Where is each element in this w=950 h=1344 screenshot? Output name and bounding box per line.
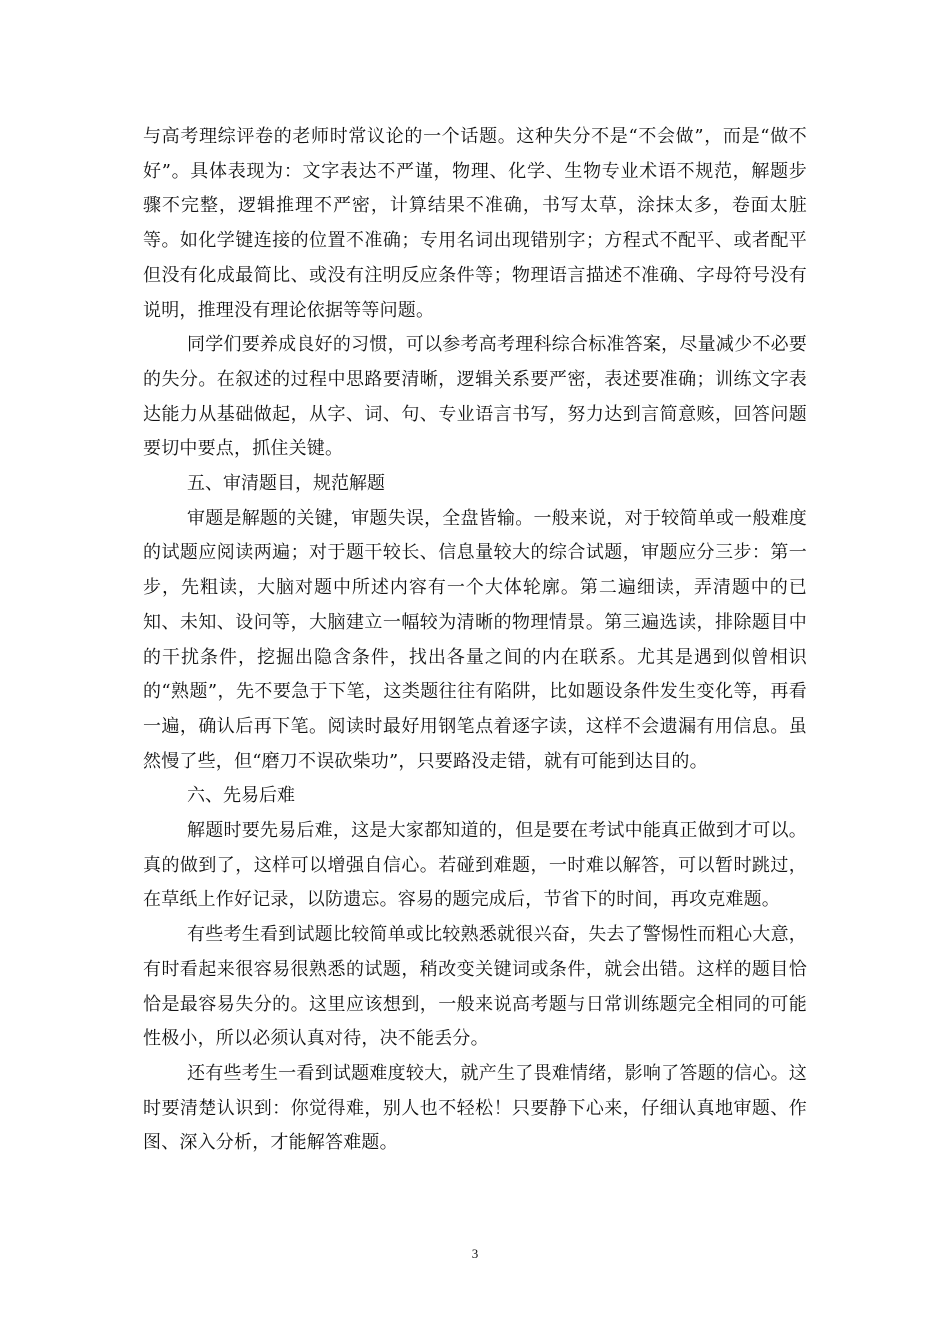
paragraph-easy-first: 解题时要先易后难，这是大家都知道的，但是要在考试中能真正做到才可以。真的做到了，这样可以增强自信心。若碰到难题，一时难以解答，可以暂时跳过，在草纸上作好记录，以防遗忘。容易的题完成后，节省下的时间，再攻克难题。 [143,820,807,911]
paragraph-continued: 与高考理综评卷的老师时常议论的一个话题。这种失分不是“不会做”，而是“做不好”。具体表现为：文字表达不严谨，物理、化学、生物专业术语不规范，解题步骤不完整，逻辑推理不严密，计算结果不准确，书写太草，涂抹太多，卷面太脏等。如化学键连接的位置不准确；专用名词出现错别字；方程式不配平、或者配平但没有化成最简比、或没有注明反应条件等；物理语言描述不准确、字母符号没有说明，推理没有理论依据等等问题。 [143,126,807,321]
paragraph-difficult: 还有些考生一看到试题难度较大，就产生了畏难情绪，影响了答题的信心。这时要清楚认识到：你觉得难，别人也不轻松！只要静下心来，仔细认真地审题、作图、深入分析，才能解答难题。 [143,1062,807,1154]
page-number: 3 [471,1246,479,1261]
paragraph-reading: 审题是解题的关键，审题失误，全盘皆输。一般来说，对于较简单或一般难度的试题应阅读两遍；对于题干较长、信息量较大的综合试题，审题应分三步：第一步，先粗读，大脑对题中所述内容有一个大体轮廓。第二遍细读，弄清题中的已知、未知、设问等，大脑建立一幅较为清晰的物理情景。第三遍选读，排除题目中的干扰条件，挖掘出隐含条件，找出各量之间的内在联系。尤其是遇到似曾相识的“熟题”，先不要急于下笔，这类题往往有陷阱，比如题设条件发生变化等，再看一遍，确认后再下笔。阅读时最好用钢笔点着逐字读，这样不会遗漏有用信息。虽然慢了些，但“磨刀不误砍柴功”，只要路没走错，就有可能到达目的。 [143,507,807,772]
paragraph-habits: 同学们要养成良好的习惯，可以参考高考理科综合标准答案，尽量减少不必要的失分。在叙述的过程中思路要清晰，逻辑关系要严密，表述要准确；训练文字表达能力从基础做起，从字、词、句、专业语言书写，努力达到言简意赅，回答问题要切中要点，抓住关键。 [143,334,807,460]
section-heading-5: 五、审清题目，规范解题 [187,473,385,495]
document-body [143,120,807,1161]
section-heading-6: 六、先易后难 [187,785,295,807]
paragraph-careless: 有些考生看到试题比较简单或比较熟悉就很兴奋，失去了警惕性而粗心大意，有时看起来很容易很熟悉的试题，稍改变关键词或条件，就会出错。这样的题目恰恰是最容易失分的。这里应该想到，一般来说高考题与日常训练题完全相同的可能性极小，所以必须认真对待，决不能丢分。 [143,924,807,1050]
